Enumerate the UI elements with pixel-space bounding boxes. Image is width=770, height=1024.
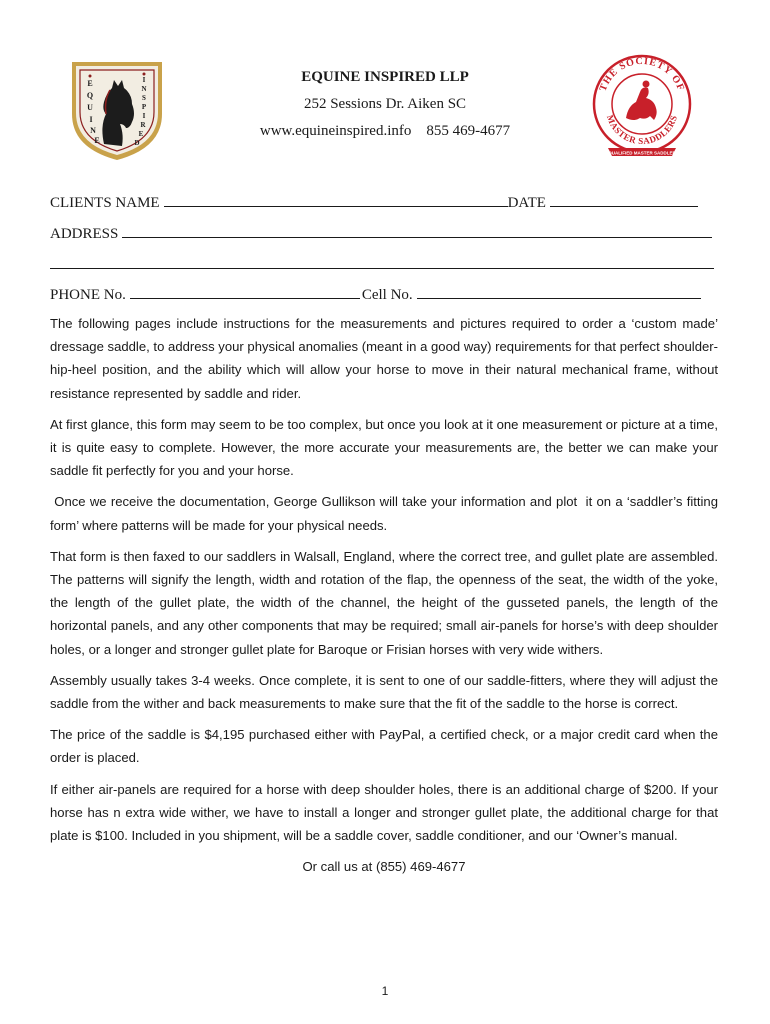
company-name: EQUINE INSPIRED LLP <box>301 69 469 85</box>
clients-name-label: CLIENTS NAME <box>50 195 160 211</box>
svg-text:U: U <box>87 103 93 112</box>
svg-text:S: S <box>142 94 146 102</box>
svg-text:N: N <box>141 85 147 93</box>
letterhead <box>200 64 570 145</box>
phone-row <box>50 284 701 304</box>
svg-text:I: I <box>89 115 93 124</box>
svg-text:Q: Q <box>86 91 94 100</box>
paragraph: At first glance, this form may seem to be too complex, but once you look at it one measurement or picture at a time, it is quite easy to complete. However, the more accurate your measurements are, the better we can make your saddle fit perfectly for you and your horse. <box>50 416 718 479</box>
master-saddlers-seal <box>590 52 694 164</box>
address-label: ADDRESS <box>50 226 119 242</box>
clients-name-field[interactable] <box>164 192 508 207</box>
svg-text:I: I <box>142 112 146 120</box>
phone-label: PHONE No. <box>50 287 126 303</box>
svg-text:QUALIFIED MASTER SADDLER: QUALIFIED MASTER SADDLER <box>608 150 676 156</box>
address-field-line-2[interactable] <box>50 268 714 269</box>
svg-text:I: I <box>142 76 146 84</box>
equine-inspired-logo <box>64 56 170 162</box>
date-label: DATE <box>507 195 546 211</box>
paragraph: The following pages include instructions for the measurements and pictures required to order a ‘custom made’ dressage saddle, to address your physical anomalies (meant in a good way) requirements for that perfect shoulder-hip-heel position, and the ability which will allow your horse to move in their natural mechanical frame, without resistance represented by saddle and rider. <box>50 316 718 401</box>
company-contact: www.equineinspired.info 855 469-4677 <box>259 123 511 139</box>
svg-text:E: E <box>94 136 100 145</box>
address-field[interactable] <box>122 223 712 238</box>
svg-text:R: R <box>140 121 146 129</box>
phone-field[interactable] <box>130 284 360 299</box>
company-address: 252 Sessions Dr. Aiken SC <box>303 96 467 112</box>
svg-text:D: D <box>134 139 140 147</box>
cell-field[interactable] <box>417 284 701 299</box>
paragraph: Assembly usually takes 3-4 weeks. Once complete, it is sent to one of our saddle-fitters, where they will adjust the saddle from the wither and back measurements to make sure that the fit of the saddle to the horse is correct. <box>50 672 718 712</box>
paragraph: If either air-panels are required for a horse with deep shoulder holes, there is an additional charge of $200. If your horse has n extra wide wither, we have to install a longer and stronger gullet plate, the additional charge for that plate is $100. Included in you shipment, will be a saddle cover, saddle conditioner, and our ‘Owner’s manual. <box>50 781 718 844</box>
date-field[interactable] <box>550 192 698 207</box>
paragraph: Once we receive the documentation, George Gullikson will take your information and plot it on a ‘saddler’s fitting form’ where patterns will be made for your physical needs. <box>50 494 722 533</box>
svg-text:MASTER SADDLERS: MASTER SADDLERS <box>604 113 680 147</box>
svg-text:N: N <box>90 126 96 135</box>
page-number: 1 <box>381 984 389 998</box>
clients-name-row <box>50 192 698 212</box>
call-us-line: Or call us at (855) 469-4677 <box>302 859 466 875</box>
svg-text:P: P <box>141 103 147 111</box>
cell-label: Cell No. <box>361 287 413 303</box>
svg-text:E: E <box>138 130 144 138</box>
logo-letters-left: E <box>87 79 93 88</box>
paragraph: That form is then faxed to our saddlers in Walsall, England, where the correct tree, and gullet plate are assembled. The patterns will signify the length, width and rotation of the flap, the openness of the seat, the width of the yoke, the length of the gullet plate, the width of the channel, the height of the gusseted panels, the length of the horizontal panels, and any other components that may be required; small air-panels for horse’s with deep shoulder holes, or a longer and stronger gullet plate for Baroque or Frisian horses with very wide withers. <box>50 548 718 657</box>
paragraph: The price of the saddle is $4,195 purchased either with PayPal, a certified check, or a major credit card when the order is placed. <box>50 727 718 766</box>
svg-text:THE SOCIETY OF: THE SOCIETY OF <box>597 55 687 93</box>
address-row <box>50 223 712 243</box>
instructions-body <box>50 312 722 878</box>
